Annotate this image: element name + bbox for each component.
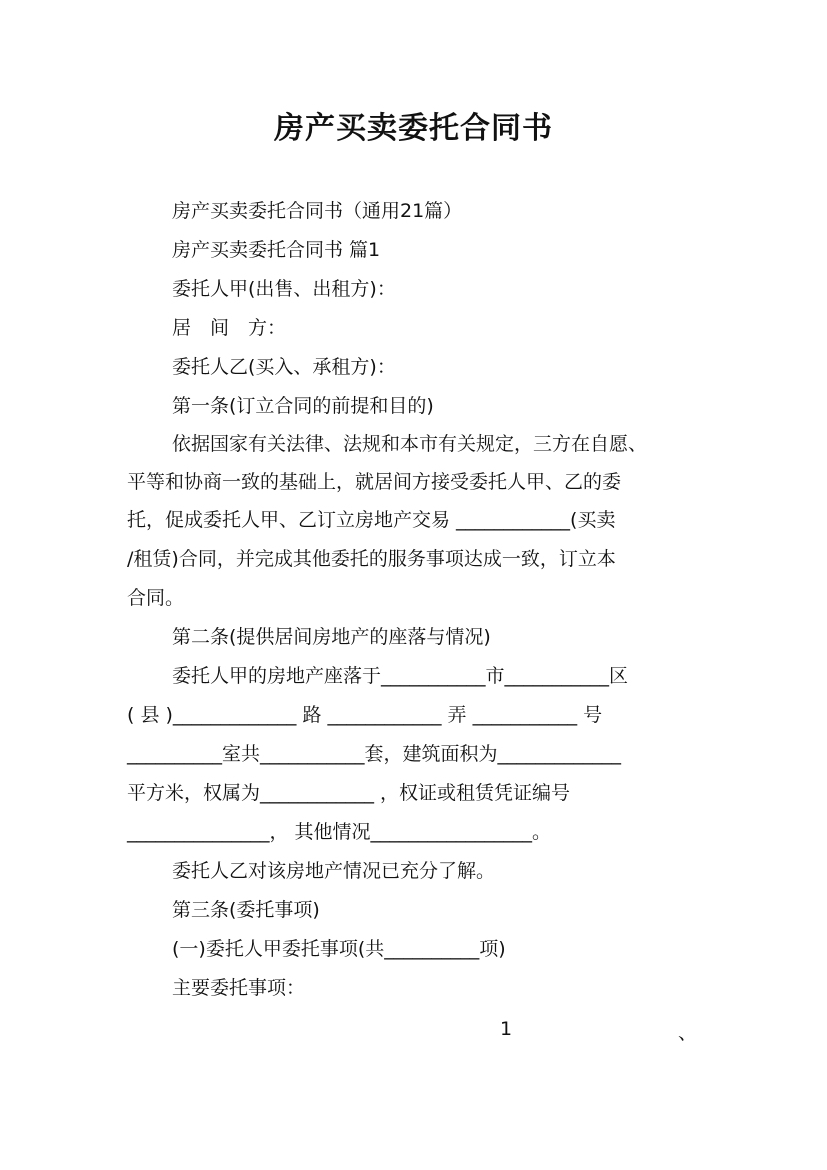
paragraph-line: 平等和协商一致的基础上，就居间方接受委托人甲、乙的委 xyxy=(127,471,622,493)
document-title: 房产买卖委托合同书 xyxy=(274,111,553,146)
paragraph-line: 委托人乙对该房地产情况已充分了解。 xyxy=(172,860,496,882)
paragraph-line: 房产买卖委托合同书（通用21篇） xyxy=(172,200,463,222)
section-heading: 第一条(订立合同的前提和目的) xyxy=(172,395,434,417)
paragraph-line: _______________， 其他情况_________________。 xyxy=(127,821,552,843)
paragraph-line: 托，促成委托人甲、乙订立房地产交易 ____________(买卖 xyxy=(127,509,616,531)
paragraph-line: /租赁)合同，并完成其他委托的服务事项达成一致，订立本 xyxy=(127,548,616,570)
paragraph-line: 平方米，权属为____________ ，权证或租赁凭证编号 xyxy=(127,782,571,804)
page-number: 1 xyxy=(500,1018,513,1040)
trailing-mark: 、 xyxy=(678,1022,698,1044)
paragraph-line: 居 间 方： xyxy=(172,317,287,339)
paragraph-line: 委托人甲的房地产座落于___________市___________区 xyxy=(172,665,629,687)
section-heading: 第二条(提供居间房地产的座落与情况) xyxy=(172,626,491,648)
section-heading: 第三条(委托事项) xyxy=(172,899,320,921)
paragraph-line: 依据国家有关法律、法规和本市有关规定，三方在自愿、 xyxy=(172,433,648,455)
paragraph-line: 主要委托事项： xyxy=(172,977,306,999)
paragraph-line: 合同。 xyxy=(127,587,185,609)
paragraph-line: 委托人甲(出售、出租方)： xyxy=(172,278,396,300)
paragraph-line: 委托人乙(买入、承租方)： xyxy=(172,356,396,378)
paragraph-line: 房产买卖委托合同书 篇1 xyxy=(172,239,381,261)
paragraph-line: ( 县 )_____________ 路 ____________ 弄 ___________ 号 xyxy=(127,704,603,726)
paragraph-line: (一)委托人甲委托事项(共__________项) xyxy=(172,938,506,960)
paragraph-line: __________室共___________套，建筑面积为_____________ xyxy=(127,743,622,765)
